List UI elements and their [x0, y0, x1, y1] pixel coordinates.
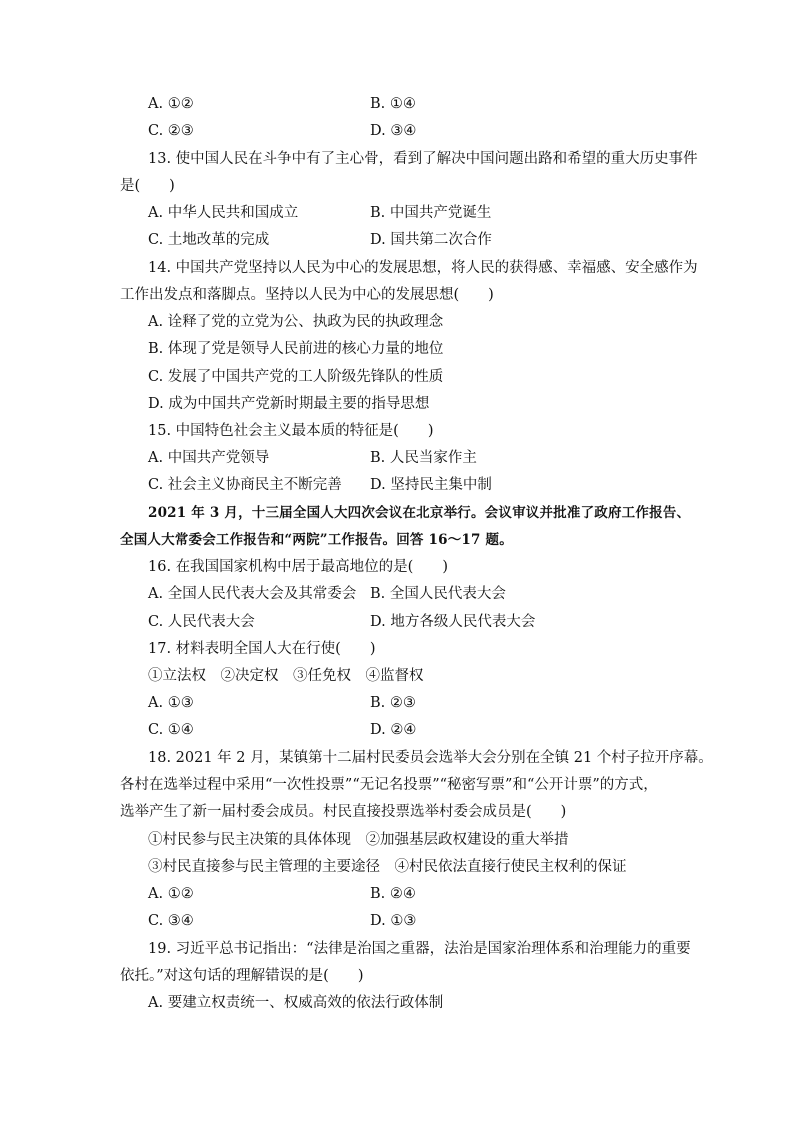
q16-option-c[interactable]: C. 人民代表大会	[148, 614, 255, 630]
q13-stem-line-1: 13. 使中国人民在斗争中有了主心骨，看到了解决中国问题出路和希望的重大历史事件	[148, 151, 698, 167]
q13-option-c[interactable]: C. 土地改革的完成	[148, 232, 270, 248]
q17-items: ①立法权 ②决定权 ③任免权 ④监督权	[148, 668, 424, 684]
q12-option-a[interactable]: A. ①②	[148, 96, 194, 112]
q18-stem-line-1: 18. 2021 年 2 月，某镇第十二届村民委员会选举大会分别在全镇 21 个村子拉开序幕。	[148, 750, 713, 766]
q17-option-d[interactable]: D. ②④	[370, 722, 417, 738]
q16-option-d[interactable]: D. 地方各级人民代表大会	[370, 614, 536, 630]
q16-option-b[interactable]: B. 全国人民代表大会	[370, 586, 506, 602]
q18-items-line-2: ③村民直接参与民主管理的主要途径 ④村民依法直接行使民主权利的保证	[148, 859, 627, 875]
q12-option-b[interactable]: B. ①④	[370, 96, 416, 112]
q15-option-a[interactable]: A. 中国共产党领导	[148, 450, 270, 466]
q13-option-a[interactable]: A. 中华人民共和国成立	[148, 205, 299, 221]
q13-stem-line-2: 是( )	[120, 178, 175, 194]
q12-option-d[interactable]: D. ③④	[370, 123, 417, 139]
q19-stem-line-2: 依托。”对这句话的理解错误的是( )	[120, 968, 364, 984]
q17-option-a[interactable]: A. ①③	[148, 695, 194, 711]
q15-option-b[interactable]: B. 人民当家作主	[370, 450, 477, 466]
q14-stem-line-1: 14. 中国共产党坚持以人民为中心的发展思想，将人民的获得感、幸福感、安全感作为	[148, 260, 698, 276]
q17-option-c[interactable]: C. ①④	[148, 722, 194, 738]
q14-stem-line-2: 工作出发点和落脚点。坚持以人民为中心的发展思想( )	[120, 287, 494, 303]
q18-items-line-1: ①村民参与民主决策的具体体现 ②加强基层政权建设的重大举措	[148, 832, 569, 848]
q14-option-b[interactable]: B. 体现了党是领导人民前进的核心力量的地位	[148, 341, 444, 357]
q13-option-b[interactable]: B. 中国共产党诞生	[370, 205, 492, 221]
q18-option-a[interactable]: A. ①②	[148, 886, 194, 902]
q15-option-d[interactable]: D. 坚持民主集中制	[370, 477, 492, 493]
q12-option-c[interactable]: C. ②③	[148, 123, 194, 139]
q17-option-b[interactable]: B. ②③	[370, 695, 416, 711]
q19-option-a[interactable]: A. 要建立权责统一、权威高效的依法行政体制	[148, 995, 444, 1011]
q15-stem: 15. 中国特色社会主义最本质的特征是( )	[148, 423, 434, 439]
material-line-2: 全国人大常委会工作报告和“两院”工作报告。回答 16～17 题。	[120, 532, 513, 548]
q16-stem: 16. 在我国国家机构中居于最高地位的是( )	[148, 559, 448, 575]
q14-option-c[interactable]: C. 发展了中国共产党的工人阶级先锋队的性质	[148, 369, 444, 385]
q17-stem: 17. 材料表明全国人大在行使( )	[148, 641, 376, 657]
q19-stem-line-1: 19. 习近平总书记指出：“法律是治国之重器，法治是国家治理体系和治理能力的重要	[148, 941, 691, 957]
q15-option-c[interactable]: C. 社会主义协商民主不断完善	[148, 477, 342, 493]
q18-stem-line-3: 选举产生了新一届村委会成员。村民直接投票选举村委会成员是( )	[120, 804, 567, 820]
q13-option-d[interactable]: D. 国共第二次合作	[370, 232, 492, 248]
q18-stem-line-2: 各村在选举过程中采用“一次性投票”“无记名投票”“秘密写票”和“公开计票”的方式，	[120, 777, 658, 793]
q18-option-d[interactable]: D. ①③	[370, 913, 417, 929]
q18-option-b[interactable]: B. ②④	[370, 886, 416, 902]
q14-option-d[interactable]: D. 成为中国共产党新时期最主要的指导思想	[148, 396, 430, 412]
q18-option-c[interactable]: C. ③④	[148, 913, 194, 929]
material-line-1: 2021 年 3 月，十三届全国人大四次会议在北京举行。会议审议并批准了政府工作报告、	[148, 505, 691, 521]
q14-option-a[interactable]: A. 诠释了党的立党为公、执政为民的执政理念	[148, 314, 444, 330]
q16-option-a[interactable]: A. 全国人民代表大会及其常委会	[148, 586, 357, 602]
